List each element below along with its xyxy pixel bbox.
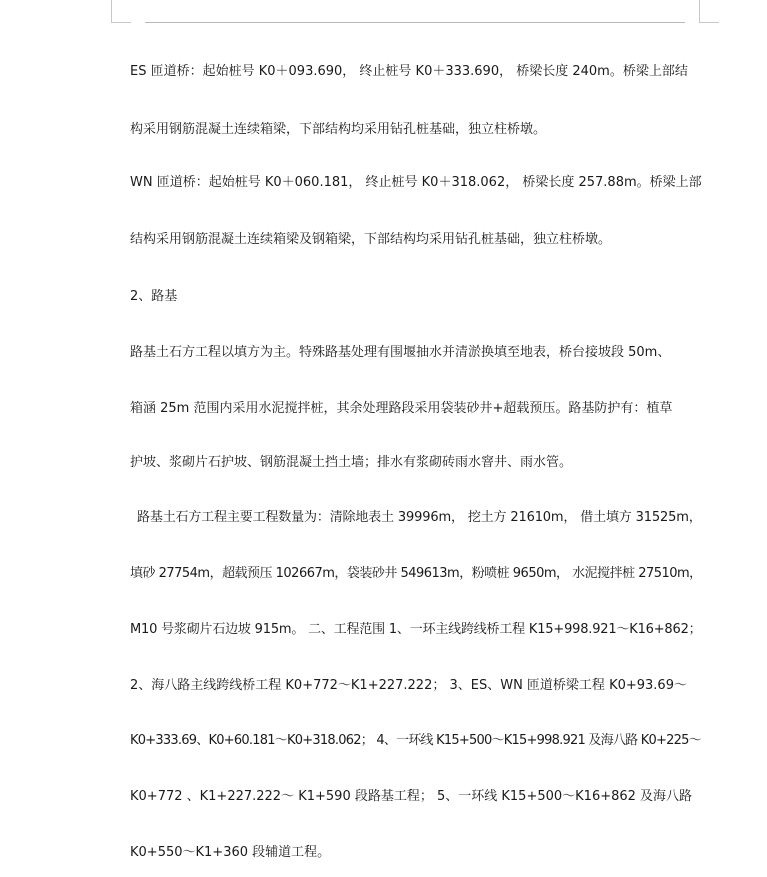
text-line-scope-2: 2、海八路主线跨线桥工程 K0+772～K1+227.222； 3、ES、WN 匝道桥梁工程 K0+93.69～ bbox=[130, 678, 687, 693]
text-line-scope-5: K0+550～K1+360 段辅道工程。 bbox=[130, 845, 331, 860]
text-line-es-ramp-bridge: ES 匝道桥：起始桩号 K0＋093.690， 终止桩号 K0＋333.690， 桥梁长度 240m。桥梁上部结 bbox=[130, 64, 688, 79]
header-divider bbox=[145, 22, 685, 23]
crop-mark-left-vertical bbox=[111, 0, 112, 22]
text-line-wn-ramp-bridge: WN 匝道桥：起始桩号 K0＋060.181， 终止桩号 K0＋318.062， 桥梁长度 257.88m。桥梁上部 bbox=[130, 175, 702, 190]
text-line-scope-1: M10 号浆砌片石边坡 915m。 二、工程范围 1、一环主线跨线桥工程 K15+998.921～K16+862； bbox=[130, 622, 702, 637]
text-line-wn-ramp-structure: 结构采用钢筋混凝土连续箱梁及钢箱梁，下部结构均采用钻孔桩基础，独立柱桥墩。 bbox=[130, 232, 612, 247]
text-line-scope-3: K0+333.69、K0+60.181～K0+318.062； 4、一环线 K15+500～K15+998.921 及海八路 K0+225～ bbox=[130, 733, 701, 748]
crop-mark-right-vertical bbox=[699, 0, 700, 22]
crop-mark-right-horizontal bbox=[699, 22, 719, 23]
text-line-quantities-2: 填砂 27754m，超载预压 102667m，袋装砂井 549613m，粉喷桩 9650m， 水泥搅拌桩 27510m， bbox=[130, 566, 702, 581]
section-heading-subgrade: 2、路基 bbox=[130, 289, 178, 304]
crop-mark-left-horizontal bbox=[111, 22, 131, 23]
text-line-subgrade-3: 护坡、浆砌片石护坡、钢筋混凝土挡土墙；排水有浆砌砖雨水窨井、雨水管。 bbox=[130, 455, 573, 470]
text-line-subgrade-2: 箱涵 25m 范围内采用水泥搅拌桩，其余处理路段采用袋装砂井+超载预压。路基防护有：植草 bbox=[130, 401, 673, 416]
text-line-scope-4: K0+772 、K1+227.222～ K1+590 段路基工程； 5、一环线 K15+500～K16+862 及海八路 bbox=[130, 789, 693, 804]
text-line-es-ramp-structure: 构采用钢筋混凝土连续箱梁，下部结构均采用钻孔桩基础，独立柱桥墩。 bbox=[130, 122, 547, 137]
text-line-quantities-1: 路基土石方工程主要工程数量为：清除地表土 39996m， 挖土方 21610m， 借土填方 31525m， bbox=[137, 510, 702, 525]
text-line-subgrade-1: 路基土石方工程以填方为主。特殊路基处理有围堰抽水并清淤换填至地表，桥台接坡段 50m、 bbox=[130, 345, 671, 360]
